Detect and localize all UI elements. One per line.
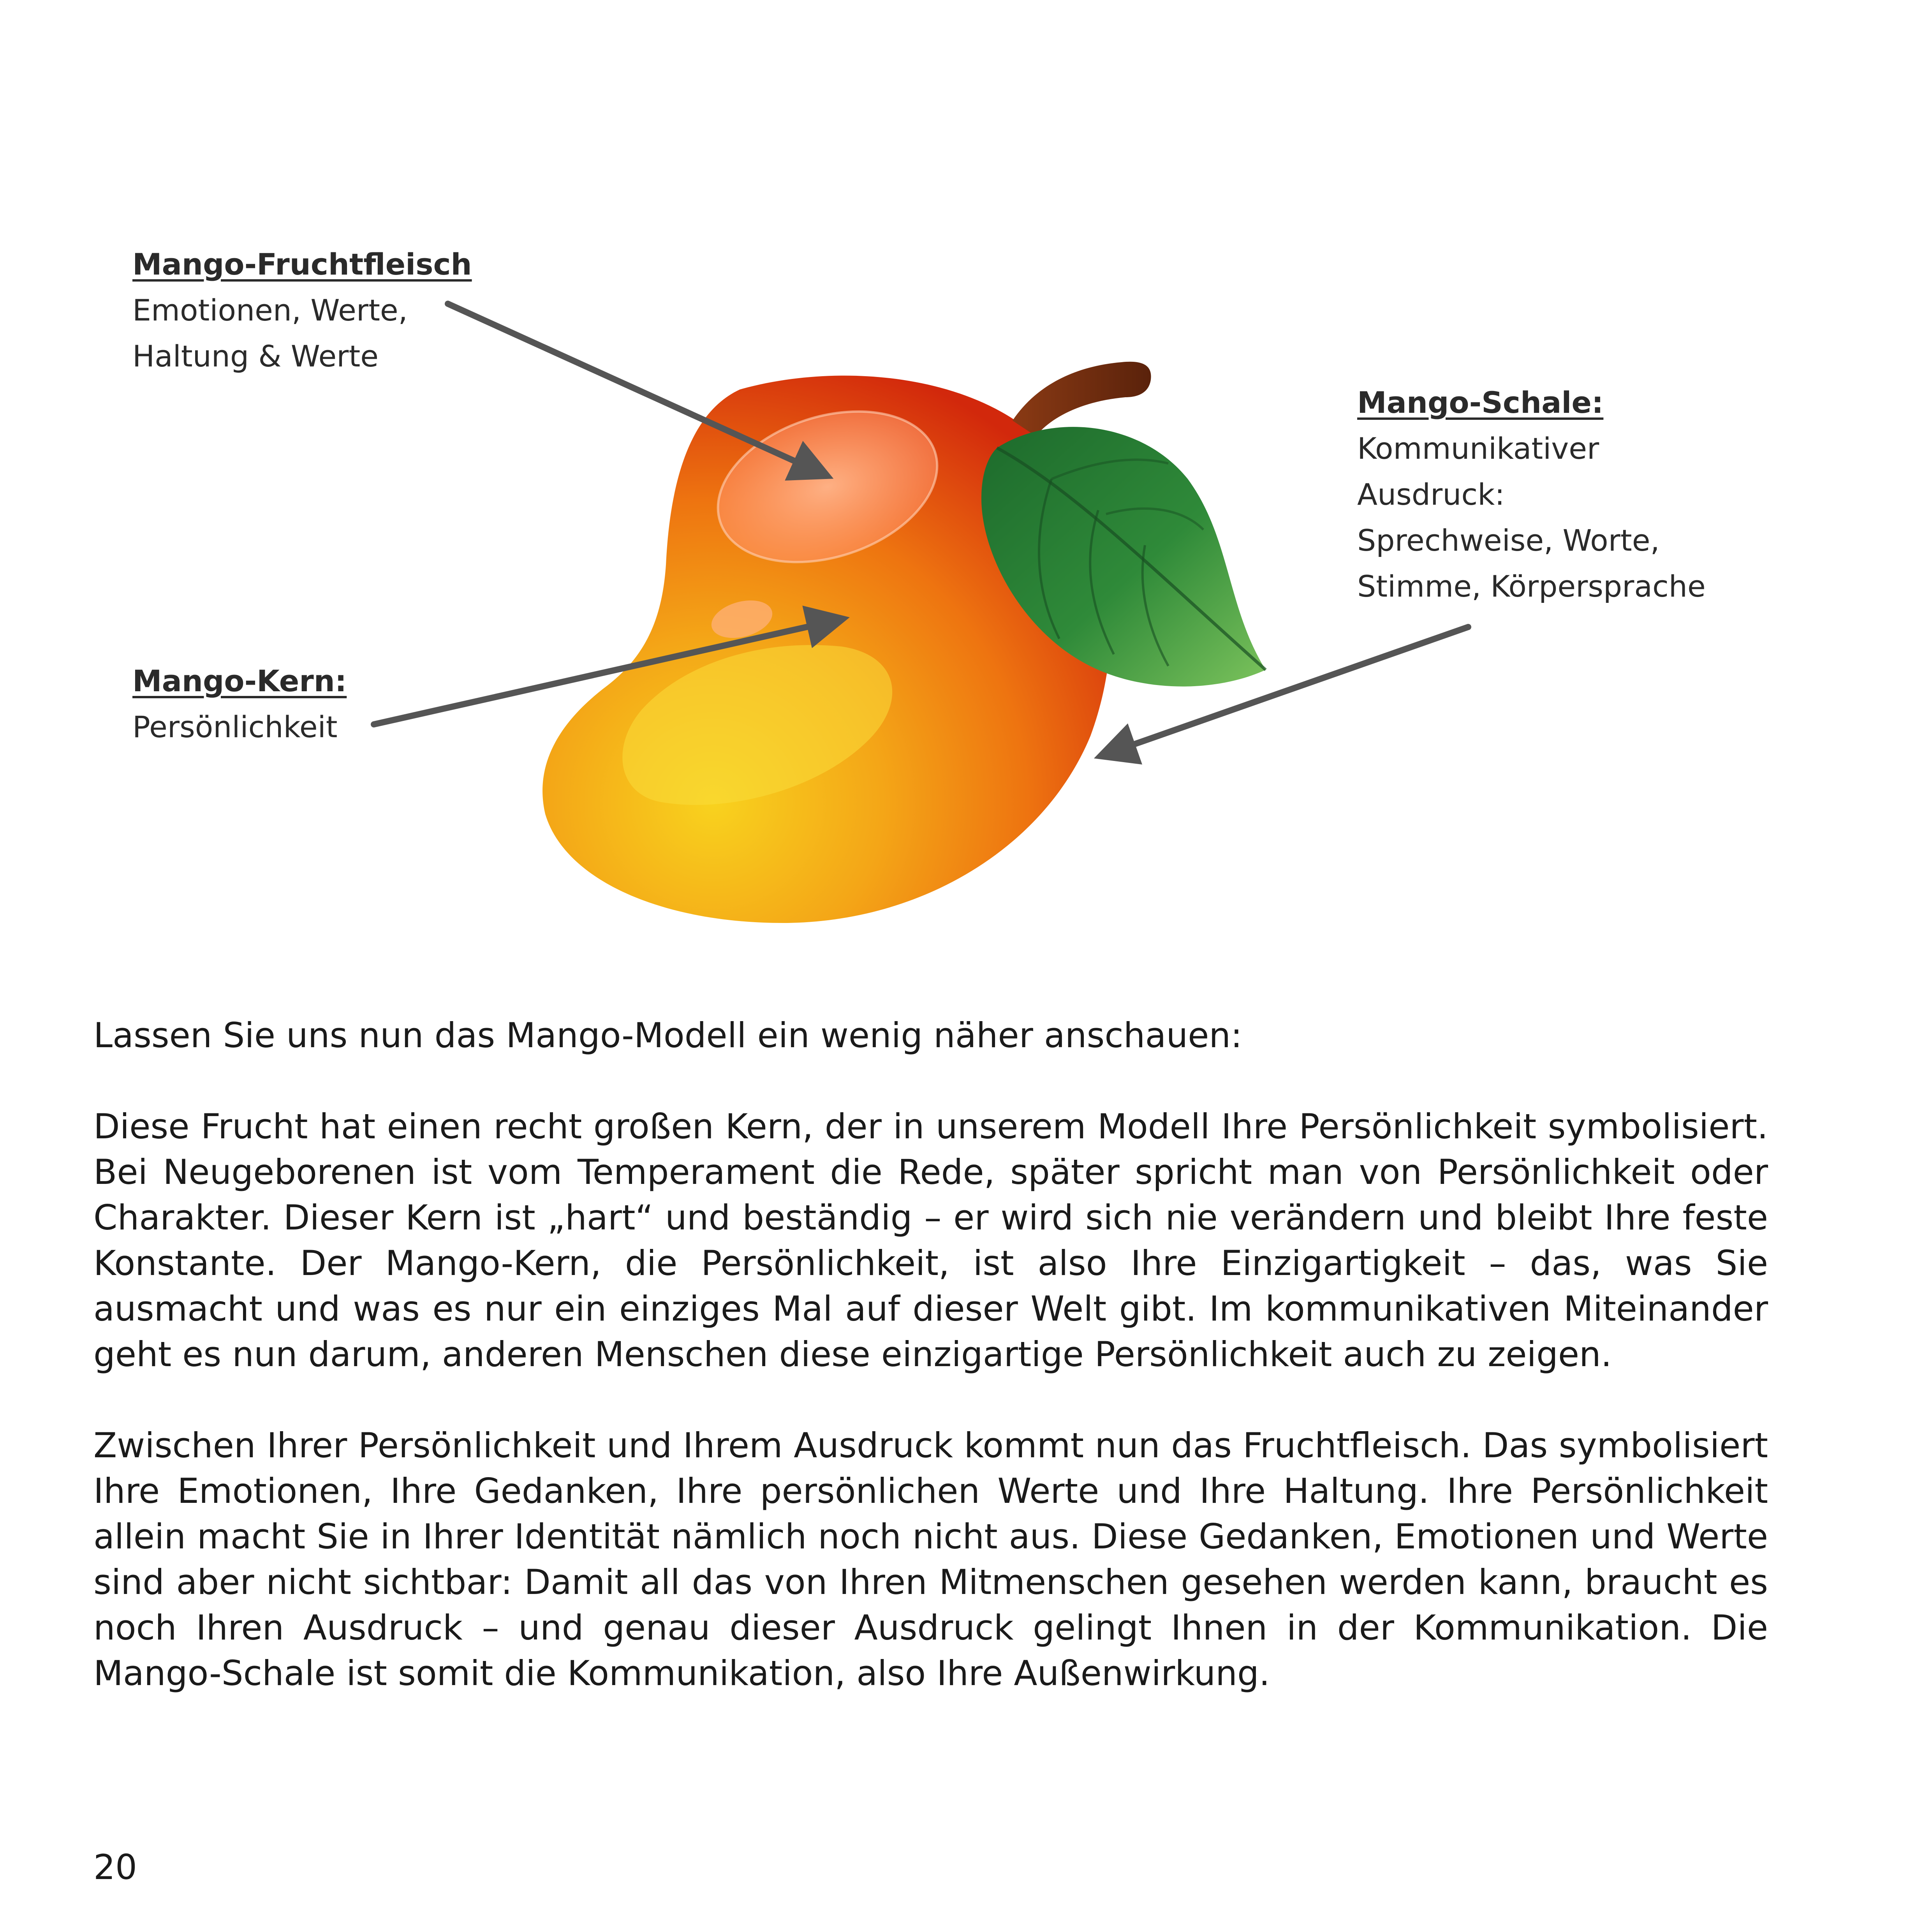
paragraph-seed: Diese Frucht hat einen recht großen Kern, der in unserem Modell Ihre Persönlichkeit symbolisiert. Bei Neugeborenen ist vom Temperament die Rede, später spricht man von Persönlichkeit oder Charakter. Dieser Kern ist „hart“ und beständig – er wird sich nie verändern und bleibt Ihre feste Konstante. Der Mango-Kern, die Persönlichkeit, ist also Ihre Einzigartigkeit – das, was Sie ausmacht und was es nur ein einziges Mal auf dieser Welt gibt. Im kommunikativen Miteinander geht es nun darum, anderen Menschen diese einzigartige Persönlichkeit auch zu zeigen. (93, 1106, 1768, 1374)
callout-skin (1357, 380, 1706, 609)
callout-seed-heading: Mango-Kern: (132, 664, 347, 698)
callout-fruit-flesh-line: Haltung & Werte (132, 339, 379, 373)
callout-skin-line: Stimme, Körpersprache (1357, 569, 1706, 604)
callout-seed (132, 658, 347, 750)
callout-fruit-flesh-line: Emotionen, Werte, (132, 293, 408, 328)
callout-skin-line: Kommunikativer (1357, 431, 1599, 466)
paragraph-flesh-skin: Zwischen Ihrer Persönlichkeit und Ihrem Ausdruck kommt nun das Fruchtfleisch. Das symbolisiert Ihre Emotionen, Ihre Gedanken, Ihre persönlichen Werte und Ihre Haltung. Ihre Persönlichkeit allein macht Sie in Ihrer Identität nämlich noch nicht aus. Diese Gedanken, Emotionen und Werte sind aber nicht sichtbar: Damit all das von Ihren Mitmenschen gesehen werden kann, braucht es noch Ihren Ausdruck – und genau dieser Ausdruck gelingt Ihnen in der Kommunikation. Die Mango-Schale ist somit die Kommunikation, also Ihre Außenwirkung. (93, 1425, 1768, 1693)
paragraph-intro: Lassen Sie uns nun das Mango-Modell ein wenig näher anschauen: (93, 1015, 1242, 1055)
callout-fruit-flesh-heading: Mango-Fruchtfleisch (132, 247, 472, 282)
mango-stem (1013, 362, 1151, 436)
page-number: 20 (93, 1847, 137, 1887)
mango-model-figure (0, 0, 1932, 954)
callout-skin-line: Ausdruck: (1357, 477, 1505, 512)
callout-fruit-flesh (132, 241, 472, 379)
callout-seed-line: Persönlichkeit (132, 710, 338, 744)
callout-skin-line: Sprechweise, Worte, (1357, 523, 1660, 558)
body-text (93, 1013, 1768, 1742)
callout-skin-heading: Mango-Schale: (1357, 385, 1604, 420)
